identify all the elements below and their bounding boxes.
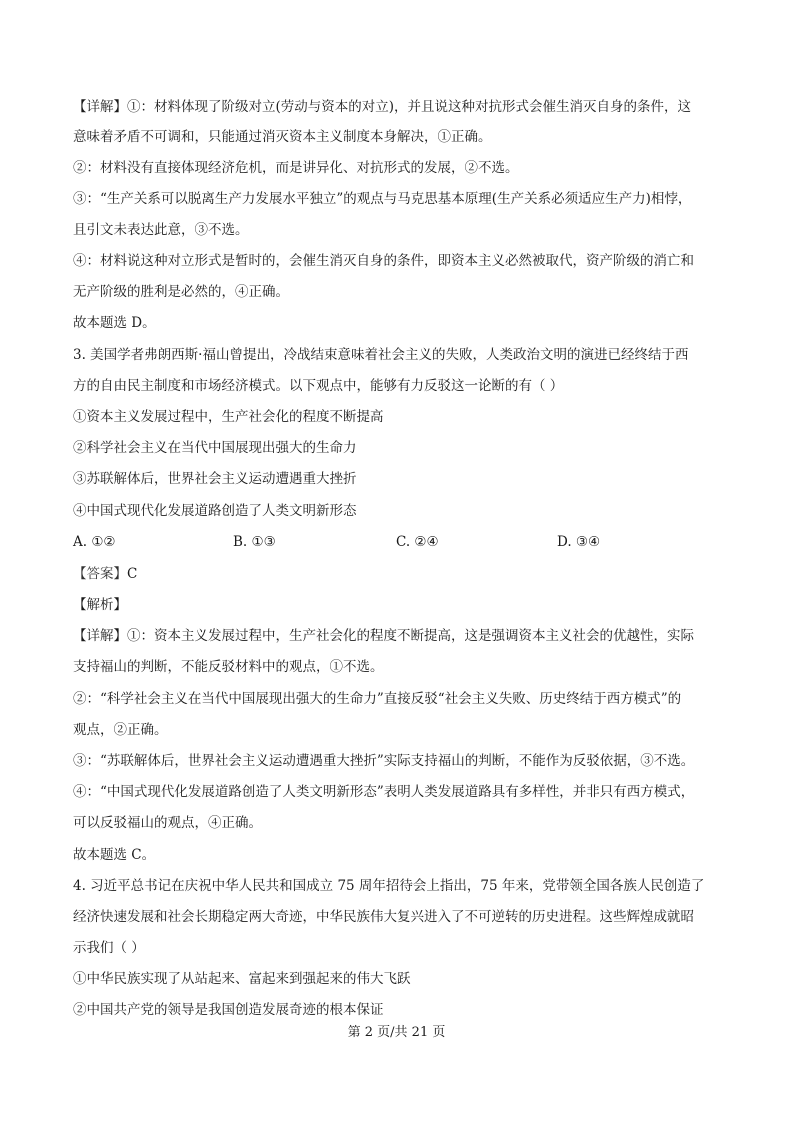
question-item: ①中华民族实现了从站起来、富起来到强起来的伟大飞跃 — [73, 971, 411, 987]
page-number: 第 2 页/共 21 页 — [347, 1025, 446, 1040]
question-item: ①资本主义发展过程中，生产社会化的程度不断提高 — [73, 409, 384, 425]
answer-label: 【答案】 — [73, 566, 127, 582]
explanation-line: 观点，②正确。 — [73, 722, 168, 738]
explanation-line: ③：“生产关系可以脱离生产力发展水平独立”的观点与马克思基本原理(生产关系必须适应生产力)相悖， — [73, 191, 692, 207]
conclusion-line: 故本题选 D。 — [73, 315, 156, 331]
explanation-line: 意味着矛盾不可调和，只能通过消灭资本主义制度本身解决，①正确。 — [73, 129, 492, 145]
conclusion-line: 故本题选 C。 — [73, 847, 156, 863]
question-stem: 方的自由民主制度和市场经济模式。以下观点中，能够有力反驳这一论断的有（ ） — [73, 378, 564, 394]
question-stem: 3. 美国学者弗朗西斯·福山曾提出，冷战结束意味着社会主义的失败，人类政治文明的演进已经终结于西 — [73, 347, 689, 363]
question-item: ③苏联解体后，世界社会主义运动遭遇重大挫折 — [73, 471, 357, 487]
question-stem: 示我们（ ） — [73, 940, 145, 956]
option-a: A. ①② — [73, 534, 116, 550]
explanation-line: 【详解】①：资本主义发展过程中，生产社会化的程度不断提高，这是强调资本主义社会的优越性，实际 — [73, 628, 694, 644]
explanation-line: 且引文未表达此意，③不选。 — [73, 222, 249, 238]
explanation-line: 【详解】①：材料体现了阶级对立(劳动与资本的对立)，并且说这种对抗形式会催生消灭自身的条件，这 — [73, 99, 692, 115]
explanation-line: 支持福山的判断，不能反驳材料中的观点，①不选。 — [73, 659, 384, 675]
option-c: C. ②④ — [396, 534, 439, 550]
question-item: ④中国式现代化发展道路创造了人类文明新形态 — [73, 503, 357, 519]
explanation-line: ③：“苏联解体后，世界社会主义运动遭遇重大挫折”实际支持福山的判断，不能作为反驳依据，③不选。 — [73, 753, 695, 769]
answer-value: C — [127, 566, 138, 582]
analysis-label: 【解析】 — [73, 597, 127, 613]
explanation-line: ②：材料没有直接体现经济危机，而是讲异化、对抗形式的发展，②不选。 — [73, 160, 519, 176]
explanation-line: 无产阶级的胜利是必然的，④正确。 — [73, 284, 289, 300]
explanation-line: ④：材料说这种对立形式是暂时的，会催生消灭自身的条件，即资本主义必然被取代，资产阶级的消亡和 — [73, 253, 694, 269]
question-item: ②中国共产党的领导是我国创造发展奇迹的根本保证 — [73, 1002, 384, 1018]
option-b: B. ①③ — [233, 534, 276, 550]
question-stem: 4. 习近平总书记在庆祝中华人民共和国成立 75 周年招待会上指出，75 年来，党带领全国各族人民创造了 — [73, 878, 705, 894]
question-item: ②科学社会主义在当代中国展现出强大的生命力 — [73, 440, 357, 456]
option-d: D. ③④ — [557, 534, 601, 550]
question-stem: 经济快速发展和社会长期稳定两大奇迹，中华民族伟大复兴进入了不可逆转的历史进程。这些辉煌成就昭 — [73, 909, 694, 925]
explanation-line: ④：“中国式现代化发展道路创造了人类文明新形态”表明人类发展道路具有多样性，并非只有西方模式， — [73, 784, 695, 800]
answer-line — [73, 565, 137, 583]
explanation-line: 可以反驳福山的观点，④正确。 — [73, 815, 262, 831]
explanation-line: ②：“科学社会主义在当代中国展现出强大的生命力”直接反驳“社会主义失败、历史终结于西方模式”的 — [73, 691, 682, 707]
